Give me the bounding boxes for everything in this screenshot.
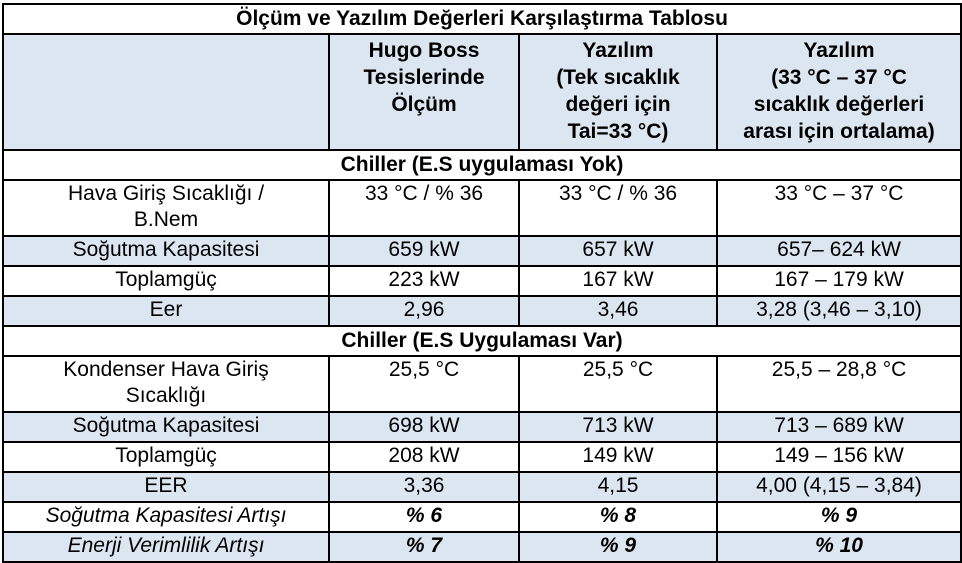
cell-software-average: 4,00 (4,15 – 3,84) xyxy=(717,472,961,502)
cell-measurement: 3,36 xyxy=(329,472,519,502)
column-header-row xyxy=(3,34,961,150)
cell-software-average: 657– 624 kW xyxy=(717,236,961,266)
cell-measurement: 2,96 xyxy=(329,296,519,326)
summary-software-single: % 8 xyxy=(519,502,717,532)
summary-measurement: % 6 xyxy=(329,502,519,532)
header-software-average: Yazılım (33 °C – 37 °C sıcaklık değerleri arası için ortalama) xyxy=(717,34,961,150)
cell-software-average: 25,5 – 28,8 °C xyxy=(717,356,961,412)
cell-software-average: 33 °C – 37 °C xyxy=(717,180,961,236)
summary-software-average: % 9 xyxy=(717,502,961,532)
summary-software-average: % 10 xyxy=(717,532,961,562)
header-software-single: Yazılım (Tek sıcaklık değeri için Tai=33 °C) xyxy=(519,34,717,150)
cell-software-average: 149 – 156 kW xyxy=(717,442,961,472)
table-row xyxy=(3,266,961,296)
row-label: Kondenser Hava Giriş Sıcaklığı xyxy=(3,356,329,412)
table-row xyxy=(3,236,961,266)
section-title: Chiller (E.S Uygulaması Var) xyxy=(3,326,961,356)
table-row xyxy=(3,472,961,502)
row-label: Hava Giriş Sıcaklığı / B.Nem xyxy=(3,180,329,236)
cell-software-average: 713 – 689 kW xyxy=(717,412,961,442)
cell-software-single: 167 kW xyxy=(519,266,717,296)
cell-software-average: 167 – 179 kW xyxy=(717,266,961,296)
row-label: EER xyxy=(3,472,329,502)
cell-measurement: 25,5 °C xyxy=(329,356,519,412)
table-row xyxy=(3,356,961,412)
cell-software-single: 3,46 xyxy=(519,296,717,326)
table-title-row xyxy=(3,4,961,34)
summary-row xyxy=(3,502,961,532)
row-label: Toplamgüç xyxy=(3,442,329,472)
cell-software-single: 25,5 °C xyxy=(519,356,717,412)
header-empty-cell xyxy=(3,34,329,150)
table-row xyxy=(3,180,961,236)
cell-software-single: 149 kW xyxy=(519,442,717,472)
section-header-row xyxy=(3,150,961,180)
cell-measurement: 223 kW xyxy=(329,266,519,296)
table-row xyxy=(3,442,961,472)
section-title: Chiller (E.S uygulaması Yok) xyxy=(3,150,961,180)
section-header-row xyxy=(3,326,961,356)
table-row xyxy=(3,412,961,442)
cell-software-single: 713 kW xyxy=(519,412,717,442)
row-label: Eer xyxy=(3,296,329,326)
cell-software-single: 33 °C / % 36 xyxy=(519,180,717,236)
table-row xyxy=(3,296,961,326)
summary-measurement: % 7 xyxy=(329,532,519,562)
row-label: Soğutma Kapasitesi xyxy=(3,412,329,442)
cell-software-single: 4,15 xyxy=(519,472,717,502)
summary-label: Soğutma Kapasitesi Artışı xyxy=(3,502,329,532)
summary-software-single: % 9 xyxy=(519,532,717,562)
summary-label: Enerji Verimlilik Artışı xyxy=(3,532,329,562)
cell-measurement: 33 °C / % 36 xyxy=(329,180,519,236)
header-measurement: Hugo Boss Tesislerinde Ölçüm xyxy=(329,34,519,150)
cell-measurement: 208 kW xyxy=(329,442,519,472)
comparison-table xyxy=(2,3,962,563)
row-label: Toplamgüç xyxy=(3,266,329,296)
table-title: Ölçüm ve Yazılım Değerleri Karşılaştırma Tablosu xyxy=(3,4,961,34)
cell-software-average: 3,28 (3,46 – 3,10) xyxy=(717,296,961,326)
cell-software-single: 657 kW xyxy=(519,236,717,266)
cell-measurement: 659 kW xyxy=(329,236,519,266)
cell-measurement: 698 kW xyxy=(329,412,519,442)
row-label: Soğutma Kapasitesi xyxy=(3,236,329,266)
